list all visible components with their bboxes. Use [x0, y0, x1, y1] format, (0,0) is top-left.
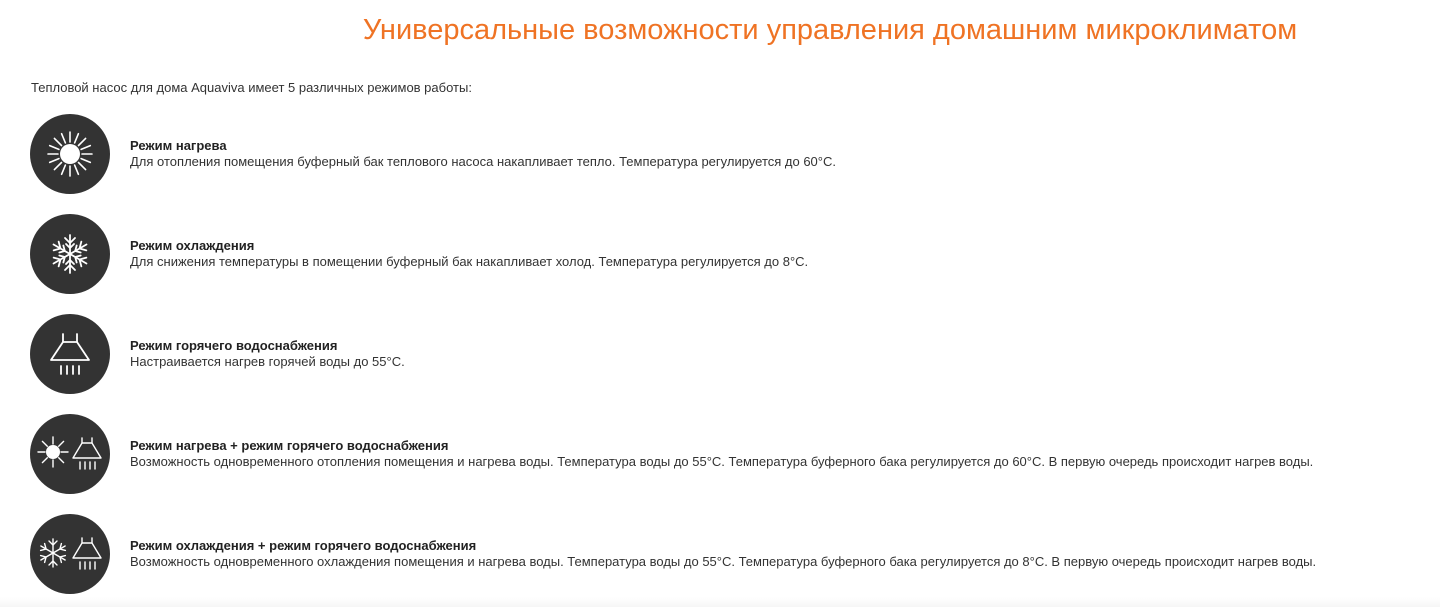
mode-heating: [30, 114, 1430, 196]
mode-description: Возможность одновременного отопления помещения и нагрева воды. Температура воды до 55°C. Температура буферного бака регулируется до 60°C. В первую очередь происходит нагрев воды.: [130, 454, 1314, 469]
mode-description: Настраивается нагрев горячей воды до 55°C.: [130, 354, 405, 369]
sun-icon: [30, 114, 110, 194]
snowflake-icon: [30, 214, 110, 294]
mode-hot-water: [30, 314, 1430, 396]
page-bottom-shade: [0, 597, 1440, 607]
mode-title: Режим нагрева + режим горячего водоснабжения: [130, 438, 449, 453]
mode-title: Режим охлаждения: [130, 238, 255, 253]
sun-shower-icon: [30, 414, 110, 494]
mode-title: Режим нагрева: [130, 138, 227, 153]
mode-title: Режим охлаждения + режим горячего водоснабжения: [130, 538, 477, 553]
mode-cooling-hot-water: [30, 514, 1430, 596]
mode-description: Возможность одновременного охлаждения помещения и нагрева воды. Температура воды до 55°C. Температура буферного бака регулируется до 8°C. В первую очередь происходит нагрев воды.: [130, 554, 1317, 569]
mode-heating-hot-water: [30, 414, 1430, 496]
mode-description: Для снижения температуры в помещении буферный бак накапливает холод. Температура регулируется до 8°C.: [130, 254, 809, 269]
mode-description: Для отопления помещения буферный бак теплового насоса накапливает тепло. Температура регулируется до 60°C.: [130, 154, 836, 169]
mode-cooling: [30, 214, 1430, 296]
shower-icon: [30, 314, 110, 394]
snowflake-shower-icon: [30, 514, 110, 594]
mode-title: Режим горячего водоснабжения: [130, 338, 338, 353]
intro-text: Тепловой насос для дома Aquaviva имеет 5 различных режимов работы:: [31, 80, 472, 95]
page-title: Универсальные возможности управления домашним микроклиматом: [362, 14, 1298, 46]
